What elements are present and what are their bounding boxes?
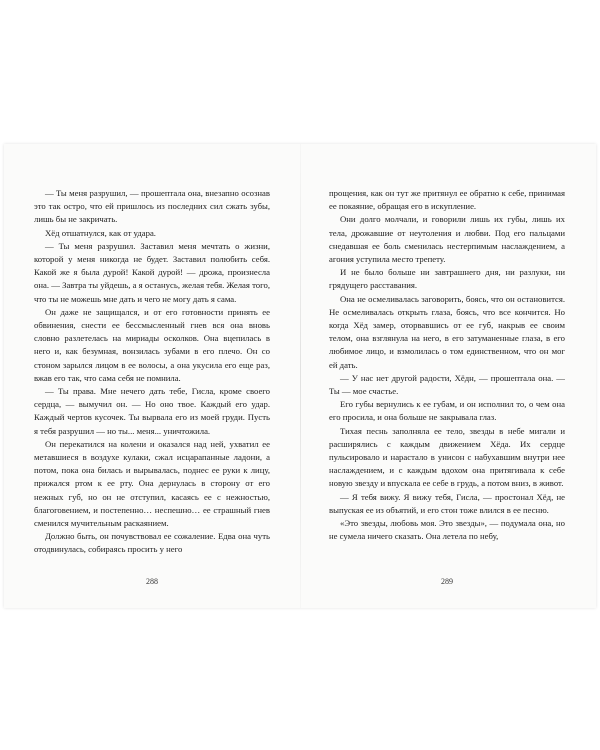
book-spread [4, 144, 596, 608]
paragraph: — Ты меня разрушил. Заставил меня мечтать о жизни, которой у меня никогда не будет. Заставил полюбить себя. Какой же я была дурой! Какой дурой! — дрожа, произнесла она. — Завтра ты уйдешь, а я останусь, желая тебя. Желая того, что ты не можешь мне дать и чего не могу дать я сама. [34, 240, 270, 304]
paragraph: — У нас нет другой радости, Хёдн, — прошептала она. — Ты — мое счастье. [329, 372, 565, 397]
paragraph: Он даже не защищался, и от его готовности принять ее обвинения, снести ее бессмысленный гнев вся она вновь словно разлетелась на мириады осколков. Она вцепилась в него и, как безумная, вонзилась зубами в его плечо. Он со стоном зарылся лицом в ее волосы, а она укусила его еще раз, вжав его так, что сама себя не помнила. [34, 306, 270, 383]
paragraph: «Это звезды, любовь моя. Это звезды», — подумала она, но не сумела ничего сказать. Она летела по небу, [329, 518, 565, 542]
paragraph: Хёд отшатнулся, как от удара. [45, 227, 156, 238]
left-page-number: 288 [146, 577, 158, 586]
paragraph: — Я тебя вижу. Я вижу тебя, Гисла, — простонал Хёд, не выпуская ее из объятий, и его стон тоже влился в ее песню. [329, 491, 565, 515]
left-page [34, 187, 270, 555]
book-gutter [300, 144, 301, 608]
paragraph: И не было больше ни завтрашнего дня, ни разлуки, ни грядущего расставания. [329, 267, 565, 291]
paragraph: — Ты меня разрушил, — прошептала она, внезапно осознав это так остро, что ей пришлось из последних сил сжать зубы, лишь бы не закричать. [34, 188, 270, 225]
paragraph: Она не осмеливалась заговорить, боясь, что он остановится. Не осмеливалась открыть глаза, боясь, что все кончится. Но когда Хёд замер, оторвавшись от ее губ, накрыв ее своим телом, она взглянула на него, в его затуманенные глаза, в его любимое лицо, и взмолилась о том единственном, что он мог ей дать. [329, 293, 565, 370]
paragraph-continued: прощения, как он тут же притянул ее обратно к себе, принимая ее покаяние, обращая его в искупление. [329, 188, 565, 212]
paragraph: Тихая песнь заполняла ее тело, звезды в небе мигали и расширялись с каждым движением Хёда. Их сердце пульсировало и нарастало в унисон с набухавшим внутри нее наслаждением, и с каждым вдохом она притягивала к себе новую звезду и впускала ее себе в грудь, а потом вниз, в живот. [329, 425, 565, 489]
paragraph: — Ты права. Мне нечего дать тебе, Гисла, кроме своего сердца, — вымучил он. — Но оно твое. Каждый его удар. Каждый чертов кусочек. Ты вырвала его из моей груди. Пусть я тебя разрушил — но ты... меня... уничтожила. [34, 386, 270, 436]
paragraph: Он перекатился на колени и оказался над ней, ухватил ее метавшиеся в воздухе кулаки, сжал исцарапанные ладони, а потом, пока она билась и вырывалась, поднес ее руки к лицу, прижался ртом к ее рту. Она дернулась в сторону от его нежных губ, но он не отступил, касаясь ее с нежностью, благоговением, и постепенно… неспешно… ее страшный гнев сменился мучительным раскаянием. [34, 438, 270, 529]
right-page [329, 187, 565, 547]
paragraph: Они долго молчали, и говорили лишь их губы, лишь их тела, дрожавшие от неутоления и любви. Под его пальцами снедавшая ее боль сменилась нестерпимым наслаждением, а агония уступила место трепету. [329, 214, 565, 265]
paragraph: Должно быть, он почувствовал ее сожаление. Едва она чуть отодвинулась, собираясь просить у него [34, 531, 270, 555]
right-page-number: 289 [441, 577, 453, 586]
paragraph: Его губы вернулись к ее губам, и он исполнил то, о чем она его просила, и она больше не закрывала глаз. [329, 399, 565, 423]
